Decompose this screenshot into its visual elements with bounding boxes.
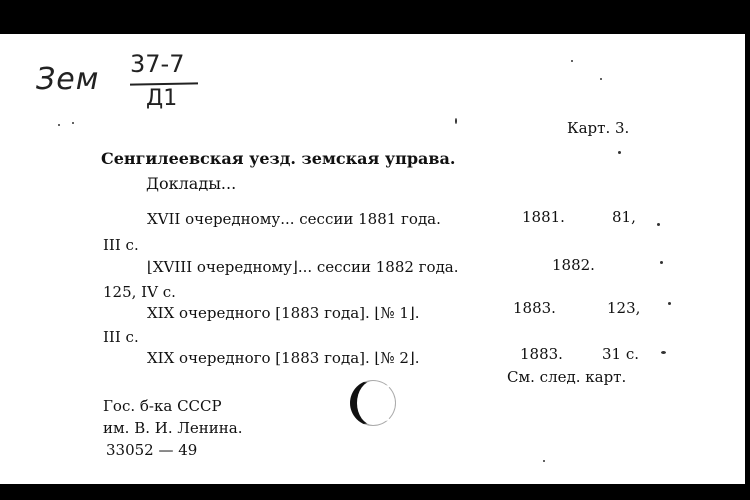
scan-speck xyxy=(660,261,663,264)
scan-speck xyxy=(455,118,457,124)
entry-text: ⌊XVIII очередному⌋... сессии 1882 года. xyxy=(147,258,459,276)
entry-text: XVII очередному... сессии 1881 года. xyxy=(147,210,441,228)
scan-border-right xyxy=(745,34,750,484)
scan-speck xyxy=(72,122,74,124)
entry-year: 1882. xyxy=(552,256,595,274)
entry-year: 1883. xyxy=(520,345,563,363)
handwritten-shelf-number: 37-7 xyxy=(130,50,185,78)
library-name: Гос. б-ка СССР xyxy=(103,397,222,415)
entry-continuation: 125, IV с. xyxy=(103,283,176,301)
entry-continuation: III с. xyxy=(103,236,139,254)
entry-continuation: III с. xyxy=(103,328,139,346)
handwritten-shelf-prefix: Зем xyxy=(36,62,100,97)
entry-pages: 31 с. xyxy=(602,345,640,363)
card-number: Карт. 3. xyxy=(567,119,630,137)
scan-speck xyxy=(571,60,573,62)
handwritten-shelf-sub: Д1 xyxy=(146,86,178,111)
entry-text: XIX очередного [1883 года]. ⌊№ 1⌋. xyxy=(147,304,420,322)
scan-speck xyxy=(618,151,621,154)
library-name-line2: им. В. И. Ленина. xyxy=(103,419,243,437)
scan-speck xyxy=(657,223,660,226)
scan-speck xyxy=(661,351,666,354)
entry-text: XIX очередного [1883 года]. ⌊№ 2⌋. xyxy=(147,349,420,367)
see-next-card: См. след. карт. xyxy=(507,368,627,386)
page-title: Сенгилеевская уезд. земская управа. xyxy=(101,149,456,168)
library-accession: 33052 — 49 xyxy=(106,441,198,459)
scan-speck xyxy=(668,302,671,305)
entry-year: 1881. xyxy=(522,208,565,226)
entry-pages: 123, xyxy=(607,299,641,317)
scan-speck xyxy=(58,124,60,126)
punch-hole xyxy=(350,380,396,426)
scan-border-top xyxy=(0,0,750,34)
scan-speck xyxy=(600,78,602,80)
scan-speck xyxy=(543,460,545,462)
page-subtitle: Доклады... xyxy=(146,174,237,193)
entry-pages: 81, xyxy=(612,208,636,226)
entry-year: 1883. xyxy=(513,299,556,317)
scan-border-bottom xyxy=(0,484,750,500)
